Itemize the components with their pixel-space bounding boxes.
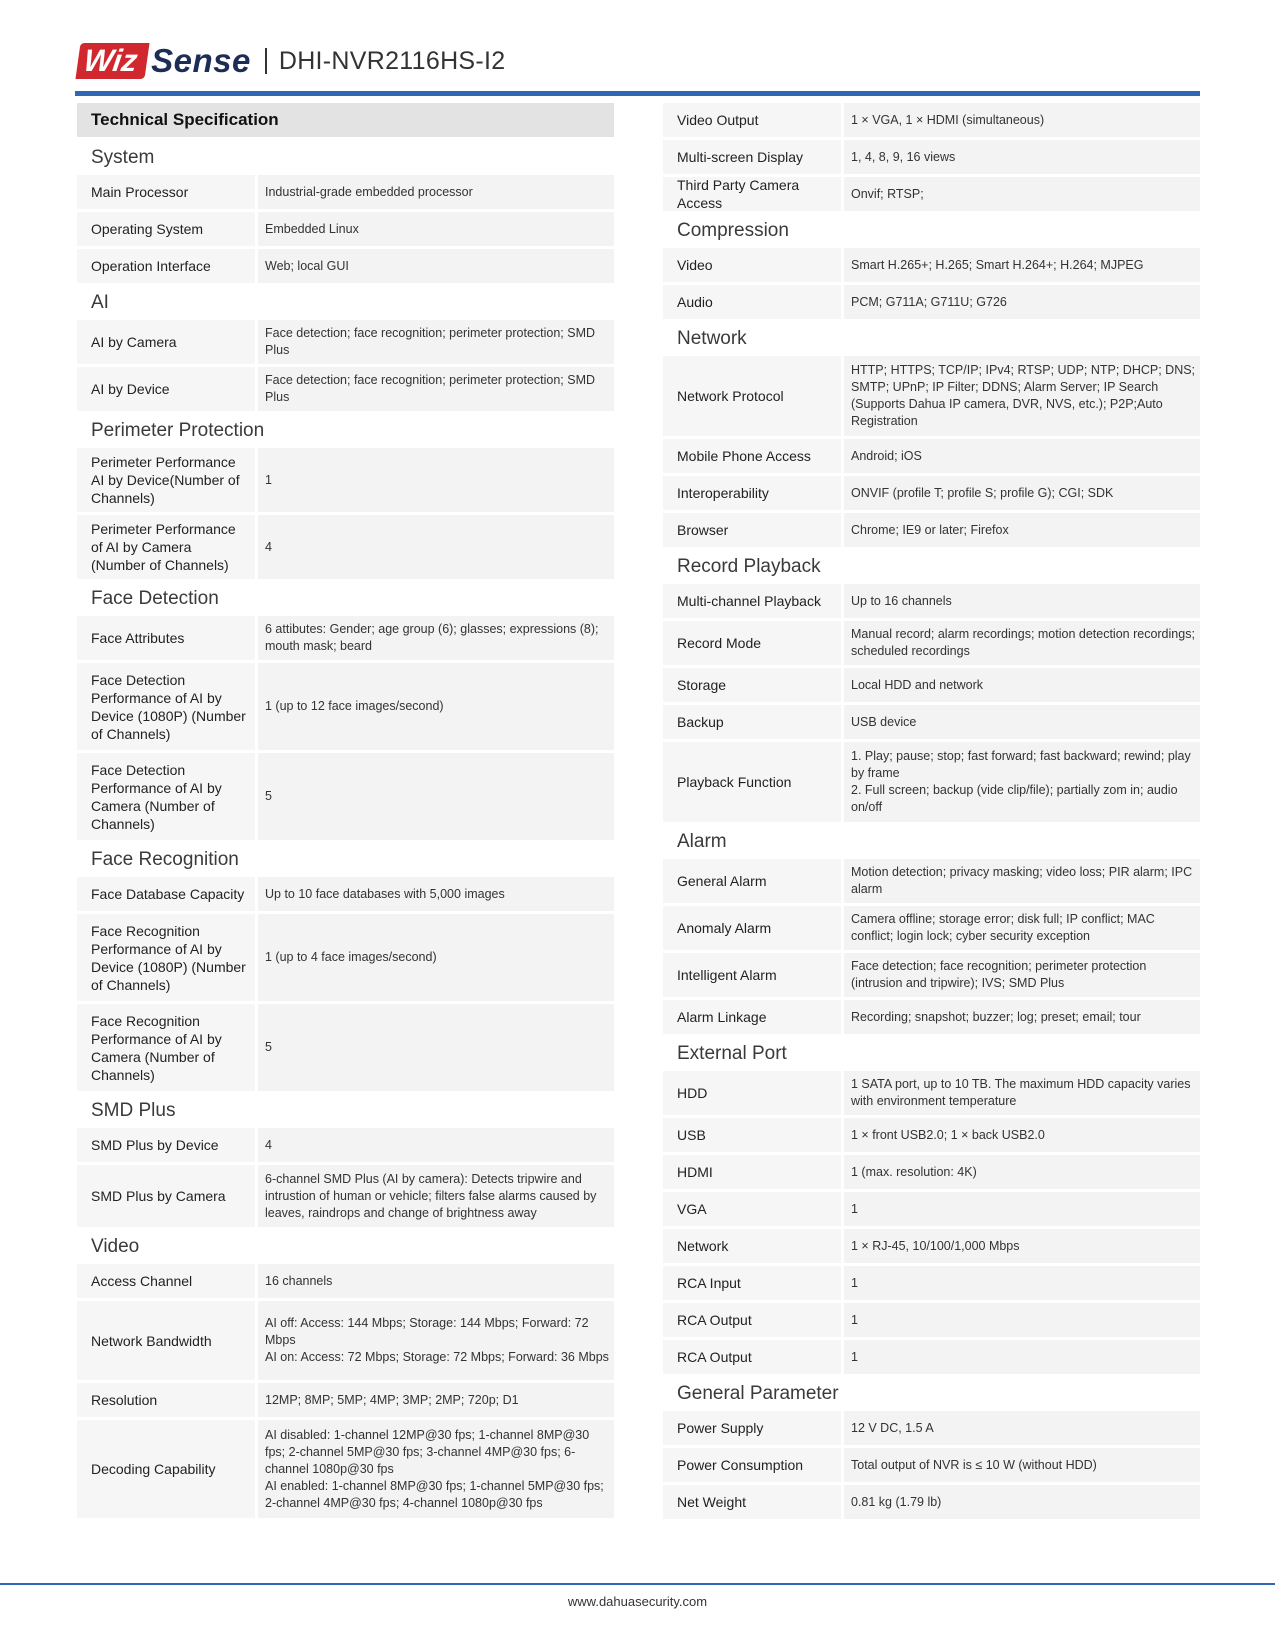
spec-row <box>663 705 1200 739</box>
spec-row <box>663 1071 1200 1115</box>
spec-row <box>663 1340 1200 1374</box>
spec-value: 1 <box>844 1303 1200 1337</box>
header <box>75 38 505 84</box>
spec-row <box>663 1411 1200 1445</box>
spec-label: Operation Interface <box>77 249 255 283</box>
spec-value: 4 <box>258 515 614 579</box>
spec-label: Multi-screen Display <box>663 140 841 174</box>
section-heading-video: Video <box>91 1236 140 1257</box>
spec-row <box>663 248 1200 282</box>
section-heading-network: Network <box>677 328 747 349</box>
spec-value: Face detection; face recognition; perimeter protection; SMD Plus <box>258 367 614 411</box>
spec-row <box>663 356 1200 436</box>
spec-row <box>77 1420 614 1518</box>
spec-label: General Alarm <box>663 859 841 903</box>
spec-row <box>77 1165 614 1227</box>
footer-url: www.dahuasecurity.com <box>567 1594 708 1609</box>
spec-label: HDMI <box>663 1155 841 1189</box>
spec-row <box>77 663 614 750</box>
spec-label: RCA Output <box>663 1340 841 1374</box>
spec-label: Power Supply <box>663 1411 841 1445</box>
spec-row <box>77 448 614 512</box>
spec-label: Mobile Phone Access <box>663 439 841 473</box>
spec-value: 1 (up to 4 face images/second) <box>258 914 614 1001</box>
spec-value: 1 <box>844 1340 1200 1374</box>
spec-value: USB device <box>844 705 1200 739</box>
spec-value: Local HDD and network <box>844 668 1200 702</box>
spec-label: Network Protocol <box>663 356 841 436</box>
spec-row <box>663 103 1200 137</box>
spec-row <box>663 1229 1200 1263</box>
spec-value: 1 SATA port, up to 10 TB. The maximum HDD capacity varies with environment temperature <box>844 1071 1200 1115</box>
spec-value: Manual record; alarm recordings; motion detection recordings; scheduled recordings <box>844 621 1200 665</box>
spec-label: Operating System <box>77 212 255 246</box>
spec-row <box>77 616 614 660</box>
spec-value: 0.81 kg (1.79 lb) <box>844 1485 1200 1519</box>
header-rule <box>75 91 1200 96</box>
spec-value: PCM; G711A; G711U; G726 <box>844 285 1200 319</box>
spec-row <box>77 1264 614 1298</box>
spec-row <box>77 212 614 246</box>
spec-value: AI off: Access: 144 Mbps; Storage: 144 Mbps; Forward: 72 Mbps AI on: Access: 72 Mbps; Storage: 72 Mbps; Forward: 36 Mbps <box>258 1301 614 1380</box>
spec-label: SMD Plus by Device <box>77 1128 255 1162</box>
spec-label: Face Database Capacity <box>77 877 255 911</box>
spec-label: RCA Output <box>663 1303 841 1337</box>
section-heading-general-parameter: General Parameter <box>677 1383 839 1404</box>
spec-value: Industrial-grade embedded processor <box>258 175 614 209</box>
logo-sense-text: Sense <box>151 42 251 79</box>
section-heading-compression: Compression <box>677 220 789 241</box>
spec-value: Total output of NVR is ≤ 10 W (without HDD) <box>844 1448 1200 1482</box>
spec-value: 1 (max. resolution: 4K) <box>844 1155 1200 1189</box>
spec-value: 1, 4, 8, 9, 16 views <box>844 140 1200 174</box>
spec-label: Third Party Camera Access <box>663 177 841 211</box>
spec-value: 4 <box>258 1128 614 1162</box>
spec-label: Audio <box>663 285 841 319</box>
spec-label: Face Recognition Performance of AI by Camera (Number of Channels) <box>77 1004 255 1091</box>
model-number: DHI-NVR2116HS-I2 <box>278 46 506 75</box>
spec-label: Access Channel <box>77 1264 255 1298</box>
spec-value: HTTP; HTTPS; TCP/IP; IPv4; RTSP; UDP; NTP; DHCP; DNS; SMTP; UPnP; IP Filter; DDNS; Alarm Server; IP Search (Supports Dahua IP camera, DVR, NVS, etc.); P2P;Auto Registration <box>844 356 1200 436</box>
spec-value: 1 × front USB2.0; 1 × back USB2.0 <box>844 1118 1200 1152</box>
spec-label: Face Recognition Performance of AI by Device (1080P) (Number of Channels) <box>77 914 255 1001</box>
spec-label: Video Output <box>663 103 841 137</box>
spec-row <box>77 877 614 911</box>
spec-value: 1 <box>844 1266 1200 1300</box>
spec-row <box>663 742 1200 822</box>
section-heading-system: System <box>91 147 155 168</box>
spec-row <box>663 668 1200 702</box>
spec-label: Alarm Linkage <box>663 1000 841 1034</box>
spec-row <box>77 1383 614 1417</box>
spec-label: Anomaly Alarm <box>663 906 841 950</box>
spec-label: Record Mode <box>663 621 841 665</box>
spec-row <box>663 1192 1200 1226</box>
spec-value: ONVIF (profile T; profile S; profile G); CGI; SDK <box>844 476 1200 510</box>
spec-label: AI by Camera <box>77 320 255 364</box>
spec-value: 1 × RJ-45, 10/100/1,000 Mbps <box>844 1229 1200 1263</box>
spec-label: RCA Input <box>663 1266 841 1300</box>
spec-row <box>663 906 1200 950</box>
spec-row <box>77 175 614 209</box>
spec-value: AI disabled: 1-channel 12MP@30 fps; 1-channel 8MP@30 fps; 2-channel 5MP@30 fps; 3-channel 4MP@30 fps; 6-channel 1080p@30 fps AI enabled: 1-channel 8MP@30 fps; 1-channel 5MP@30 fps; 2-channel 4MP@30 fps; 4-channel 1080p@30 fps <box>258 1420 614 1518</box>
spec-row <box>663 439 1200 473</box>
spec-value: 1 <box>844 1192 1200 1226</box>
spec-value: Onvif; RTSP; <box>844 177 1200 211</box>
spec-value: 1 × VGA, 1 × HDMI (simultaneous) <box>844 103 1200 137</box>
spec-label: HDD <box>663 1071 841 1115</box>
spec-value: Face detection; face recognition; perimeter protection (intrusion and tripwire); IVS; SMD Plus <box>844 953 1200 997</box>
section-heading-record-playback: Record Playback <box>677 556 821 577</box>
spec-value: Chrome; IE9 or later; Firefox <box>844 513 1200 547</box>
spec-row <box>77 320 614 364</box>
spec-label: Video <box>663 248 841 282</box>
spec-title: Technical Specification <box>77 103 614 137</box>
spec-label: Face Detection Performance of AI by Camera (Number of Channels) <box>77 753 255 840</box>
spec-row <box>663 513 1200 547</box>
spec-value: 1. Play; pause; stop; fast forward; fast backward; rewind; play by frame 2. Full screen; backup (vide clip/file); partially zom in; audio on/off <box>844 742 1200 822</box>
spec-row <box>663 1155 1200 1189</box>
spec-row <box>663 1448 1200 1482</box>
section-heading-face-recognition: Face Recognition <box>91 849 239 870</box>
spec-value: 16 channels <box>258 1264 614 1298</box>
spec-label: Network Bandwidth <box>77 1301 255 1380</box>
spec-label: Browser <box>663 513 841 547</box>
section-heading-external-port: External Port <box>677 1043 787 1064</box>
spec-label: AI by Device <box>77 367 255 411</box>
spec-row <box>663 621 1200 665</box>
spec-row <box>663 584 1200 618</box>
spec-label: Interoperability <box>663 476 841 510</box>
spec-value: Up to 16 channels <box>844 584 1200 618</box>
spec-value: 5 <box>258 753 614 840</box>
spec-row <box>77 515 614 579</box>
logo-wiz-text: Wiz <box>75 43 149 79</box>
spec-value: Web; local GUI <box>258 249 614 283</box>
spec-row <box>663 1266 1200 1300</box>
spec-label: Backup <box>663 705 841 739</box>
spec-label: Resolution <box>77 1383 255 1417</box>
spec-label: VGA <box>663 1192 841 1226</box>
section-heading-face-detection: Face Detection <box>91 588 219 609</box>
spec-label: Storage <box>663 668 841 702</box>
spec-label: Multi-channel Playback <box>663 584 841 618</box>
section-heading-ai: AI <box>91 292 109 313</box>
spec-value: 12 V DC, 1.5 A <box>844 1411 1200 1445</box>
spec-label: Main Processor <box>77 175 255 209</box>
spec-label: Power Consumption <box>663 1448 841 1482</box>
spec-row <box>77 914 614 1001</box>
spec-value: 1 (up to 12 face images/second) <box>258 663 614 750</box>
spec-row <box>77 1301 614 1380</box>
spec-row <box>77 249 614 283</box>
spec-value: Face detection; face recognition; perimeter protection; SMD Plus <box>258 320 614 364</box>
spec-row <box>663 953 1200 997</box>
spec-value: 6-channel SMD Plus (AI by camera): Detects tripwire and intrustion of human or vehicle; filters false alarms caused by leaves, raindrops and change of brightness away <box>258 1165 614 1227</box>
section-heading-smd-plus: SMD Plus <box>91 1100 176 1121</box>
spec-column-left <box>77 103 614 1521</box>
spec-row <box>663 285 1200 319</box>
header-divider <box>265 48 267 74</box>
spec-label: Network <box>663 1229 841 1263</box>
spec-value: 12MP; 8MP; 5MP; 4MP; 3MP; 2MP; 720p; D1 <box>258 1383 614 1417</box>
spec-label: Intelligent Alarm <box>663 953 841 997</box>
spec-row <box>663 177 1200 211</box>
spec-label: USB <box>663 1118 841 1152</box>
spec-value: 6 attibutes: Gender; age group (6); glasses; expressions (8); mouth mask; beard <box>258 616 614 660</box>
spec-row <box>77 1128 614 1162</box>
spec-value: Recording; snapshot; buzzer; log; preset; email; tour <box>844 1000 1200 1034</box>
spec-label: Face Detection Performance of AI by Device (1080P) (Number of Channels) <box>77 663 255 750</box>
spec-row <box>663 1000 1200 1034</box>
spec-value: Motion detection; privacy masking; video loss; PIR alarm; IPC alarm <box>844 859 1200 903</box>
spec-label: Playback Function <box>663 742 841 822</box>
section-heading-alarm: Alarm <box>677 831 727 852</box>
spec-label: Net Weight <box>663 1485 841 1519</box>
spec-row <box>663 1303 1200 1337</box>
spec-row <box>77 753 614 840</box>
spec-label: Perimeter Performance of AI by Camera (Number of Channels) <box>77 515 255 579</box>
spec-label: SMD Plus by Camera <box>77 1165 255 1227</box>
spec-row <box>77 1004 614 1091</box>
spec-column-right <box>663 103 1200 1522</box>
spec-row <box>77 367 614 411</box>
spec-label: Perimeter Performance AI by Device(Number of Channels) <box>77 448 255 512</box>
spec-value: Android; iOS <box>844 439 1200 473</box>
spec-value: 1 <box>258 448 614 512</box>
spec-row <box>663 1118 1200 1152</box>
spec-value: Up to 10 face databases with 5,000 images <box>258 877 614 911</box>
spec-row <box>663 140 1200 174</box>
spec-row <box>663 476 1200 510</box>
spec-label: Face Attributes <box>77 616 255 660</box>
section-heading-perimeter-protection: Perimeter Protection <box>91 420 265 441</box>
spec-row <box>663 1485 1200 1519</box>
footer-rule <box>0 1583 1275 1585</box>
spec-value: Smart H.265+; H.265; Smart H.264+; H.264; MJPEG <box>844 248 1200 282</box>
wizsense-logo <box>75 39 251 83</box>
spec-value: Camera offline; storage error; disk full; IP conflict; MAC conflict; login lock; cyber security exception <box>844 906 1200 950</box>
spec-value: Embedded Linux <box>258 212 614 246</box>
spec-label: Decoding Capability <box>77 1420 255 1518</box>
spec-row <box>663 859 1200 903</box>
spec-value: 5 <box>258 1004 614 1091</box>
